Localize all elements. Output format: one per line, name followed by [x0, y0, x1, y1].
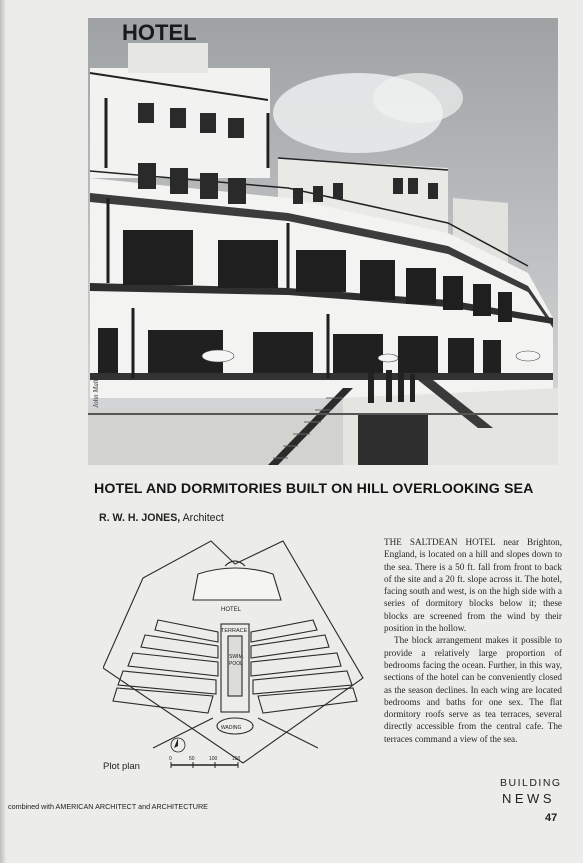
- combined-with-credit: combined with AMERICAN ARCHITECT and ARCHITECTURE: [8, 802, 208, 811]
- plan-label-terrace: TERRACE: [221, 628, 248, 634]
- scale-bar: [169, 756, 241, 768]
- north-arrow-icon: [171, 738, 185, 752]
- scale-tick-0: 0: [169, 756, 172, 762]
- scale-tick-100: 100: [209, 756, 218, 762]
- article-title: HOTEL AND DORMITORIES BUILT ON HILL OVERLOOKING SEA: [94, 481, 534, 497]
- hotel-sign: HOTEL: [122, 20, 197, 45]
- scale-tick-50: 50: [189, 756, 195, 762]
- body-paragraph: THE SALTDEAN HOTEL near Brighton, England, is located on a hill and slopes down to the sea. There is a 50 ft. fall from front to back of the site and a 20 ft. slope across it. The hotel, facing south and west, is on the high side with a series of dormitory blocks below it; these blocks are screened from the wind by their position in the hollow.: [384, 537, 562, 634]
- body-paragraph: The block arrangement makes it possible to provide a relatively large proportion of bedrooms facing the ocean. Further, in this way, sections of the hotel can be conveniently closed as the season declines. In each wing are located bedrooms and baths for one sex. The flat dormitory roofs serve as tea terraces, several directly accessible from the central cafe. The terraces command a view of the sea.: [384, 635, 562, 744]
- architect-byline: [99, 512, 224, 524]
- plan-label-wading: WADING: [221, 725, 242, 731]
- magazine-name-line1: BUILDING: [500, 777, 562, 789]
- plan-label-pool-2: POOL: [229, 661, 243, 667]
- magazine-name-line2: NEWS: [502, 791, 555, 806]
- photo-credit: John Maltby: [92, 372, 100, 408]
- architect-name: R. W. H. JONES,: [99, 512, 181, 524]
- plot-plan-diagram: [103, 538, 368, 773]
- scale-tick-150: 150: [232, 756, 241, 762]
- article-body: [384, 536, 562, 745]
- page-binding-edge: [0, 0, 6, 863]
- plot-plan-caption: Plot plan: [103, 761, 140, 772]
- plan-label-hotel: HOTEL: [221, 607, 242, 613]
- page-number: 47: [545, 812, 558, 824]
- hotel-photograph: [88, 18, 558, 465]
- architect-role: Architect: [182, 512, 224, 524]
- plan-label-pool-1: SWIM.: [229, 654, 244, 660]
